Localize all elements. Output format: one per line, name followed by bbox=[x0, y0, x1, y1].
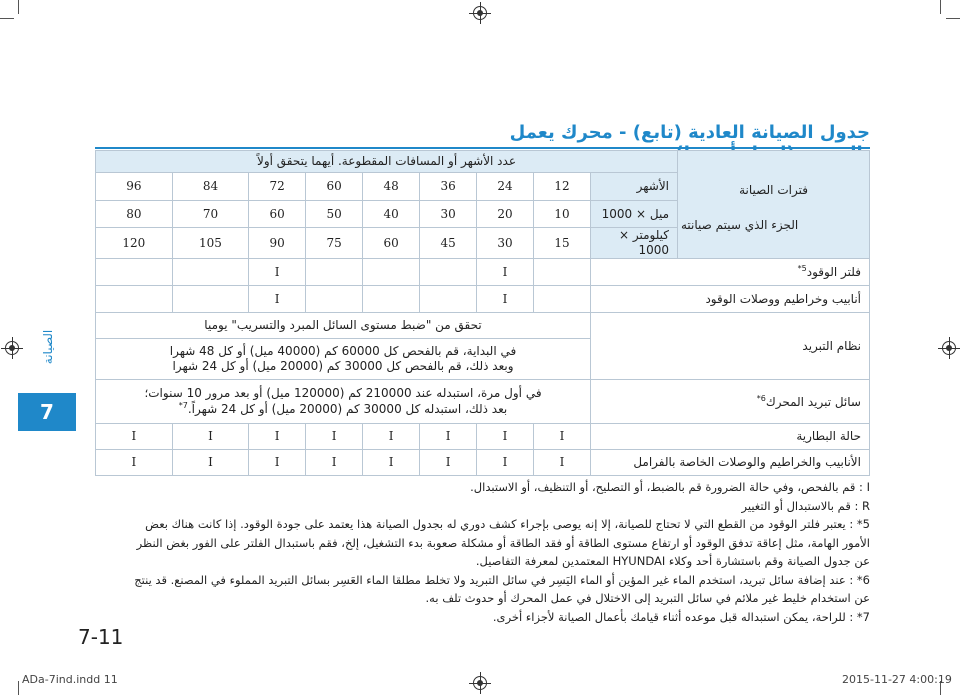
table-cell: I bbox=[363, 424, 420, 450]
table-row bbox=[96, 450, 870, 476]
table-cell: 40 bbox=[363, 201, 420, 228]
table-row bbox=[96, 259, 870, 286]
period-header: فترات الصيانة bbox=[739, 182, 808, 197]
table-cell: I bbox=[306, 424, 363, 450]
table-cell: I bbox=[363, 450, 420, 476]
footnote: I : قم بالفحص، وفي حالة الضرورة قم بالضبط، أو التصليح، أو التنظيف، أو الاستبدال. bbox=[470, 480, 870, 494]
table-cell: I bbox=[249, 450, 306, 476]
table-cell: 75 bbox=[306, 228, 363, 259]
table-cell: 20 bbox=[477, 201, 534, 228]
item-header: الجزء الذي سيتم صيانته bbox=[681, 217, 799, 232]
chapter-tab: 7 bbox=[18, 393, 76, 431]
table-cell: 48 bbox=[363, 173, 420, 201]
table-cell: 60 bbox=[306, 173, 363, 201]
print-footer-timestamp: 2015-11-27 4:00:19 bbox=[842, 673, 952, 686]
table-cell: 84 bbox=[172, 173, 248, 201]
months-header: الأشهر bbox=[591, 173, 678, 201]
table-cell: I bbox=[534, 424, 591, 450]
registration-mark-icon bbox=[942, 341, 956, 355]
table-cell: 15 bbox=[534, 228, 591, 259]
table-cell: 96 bbox=[96, 173, 173, 201]
table-cell: I bbox=[477, 259, 534, 286]
coolant-label: سائل تبريد المحرك$^{6*}$ bbox=[591, 380, 870, 424]
table-cell: 30 bbox=[477, 228, 534, 259]
table-cell: I bbox=[420, 450, 477, 476]
cooling-system-label: نظام التبريد bbox=[591, 313, 870, 380]
table-row bbox=[96, 286, 870, 313]
table-cell: في أول مرة، استبدله عند 210000 كم (120000 ميل) أو بعد مرور 10 سنوات؛ bbox=[144, 386, 542, 400]
table-row bbox=[96, 313, 870, 380]
table-row bbox=[96, 380, 870, 424]
table-cell: I bbox=[249, 259, 306, 286]
footnote: 7* : للراحة، يمكن استبداله قبل موعده أثناء قيامك بأعمال الصيانة لأجزاء أخرى. bbox=[492, 609, 870, 624]
battery-label: حالة البطارية bbox=[591, 424, 870, 450]
table-cell: 12 bbox=[534, 173, 591, 201]
brake-lines-label: الأنابيب والخراطيم والوصلات الخاصة بالفرامل bbox=[591, 450, 870, 476]
table-cell: تحقق من "ضبط مستوى السائل المبرد والتسريب" يوميا bbox=[96, 313, 590, 339]
table-cell: 45 bbox=[420, 228, 477, 259]
footnotes bbox=[120, 478, 870, 626]
km-header: كيلومتر × 1000 bbox=[591, 228, 678, 259]
table-cell: 90 bbox=[249, 228, 306, 259]
table-cell: في البداية، قم بالفحص كل 60000 كم (40000 ميل) أو كل 48 شهرا bbox=[169, 344, 517, 358]
crop-mark bbox=[940, 0, 941, 14]
maintenance-schedule-table bbox=[95, 150, 870, 476]
table-cell: I bbox=[96, 450, 173, 476]
footnote: 5* : يعتبر فلتر الوقود من القطع التي لا تحتاج للصيانة، إلا إنه يوصى بإجراء كشف دوري له بجدول الصيانة هذا يعتمد على جودة الوقود. إذا كانت هناك بعض الأمور الهامة، مثل إعاقة تدفق الوقود أو ارتفاع مستوى الطاقة أو فقد الطاقة أو مشكلة صعوبة بدء التشغيل، إلخ، فقم باستبدال الفلتر على الفور بغض النظر عن جدول الصيانة وقم باستشارة أحد وكلاء HYUNDAI المعتمدين لمعرفة التفاصيل. bbox=[136, 517, 870, 568]
table-cell: 36 bbox=[420, 173, 477, 201]
cooling-system-instructions bbox=[96, 313, 591, 380]
table-row bbox=[96, 424, 870, 450]
registration-mark-icon bbox=[5, 341, 19, 355]
registration-mark-icon bbox=[473, 676, 487, 690]
footnote: R : قم بالاستبدال أو التغيير bbox=[741, 498, 870, 513]
table-cell: 70 bbox=[172, 201, 248, 228]
table-cell: 10 bbox=[534, 201, 591, 228]
table-cell: I bbox=[534, 450, 591, 476]
crop-mark bbox=[0, 18, 14, 19]
footnote: 6* : عند إضافة سائل تبريد، استخدم الماء غير المؤين أو الماء اليَسِر في سائل التبريد ولا تخلط مطلقا الماء العَسِر بسائل التبريد المملوء في المصنع. قد ينتج عن استخدام خليط غير ملائم في سائل التبريد إلى الاختلال في عمل المحرك أو حدوث تلف به. bbox=[134, 572, 870, 605]
print-footer-file: ADa-7ind.indd 11 bbox=[22, 673, 118, 686]
table-cell: I bbox=[420, 424, 477, 450]
crop-mark bbox=[946, 18, 960, 19]
table-cell: 60 bbox=[249, 201, 306, 228]
period-header-cell bbox=[678, 151, 870, 259]
table-cell: I bbox=[477, 424, 534, 450]
table-cell: I bbox=[172, 450, 248, 476]
crop-mark bbox=[18, 681, 19, 695]
miles-header: ميل × 1000 bbox=[591, 201, 678, 228]
table-cell: 120 bbox=[96, 228, 173, 259]
table-cell: 105 bbox=[172, 228, 248, 259]
table-cell: وبعد ذلك، قم بالفحص كل 30000 كم (20000 ميل) أو كل 24 شهرا bbox=[172, 359, 514, 373]
coolant-instructions bbox=[96, 380, 591, 424]
table-cell: 30 bbox=[420, 201, 477, 228]
registration-mark-icon bbox=[473, 6, 487, 20]
fuel-lines-label: أنابيب وخراطيم ووصلات الوقود bbox=[591, 286, 870, 313]
crop-mark bbox=[18, 0, 19, 14]
table-cell: 72 bbox=[249, 173, 306, 201]
fuel-filter-label: فلتر الوقود$^{5*}$ bbox=[591, 259, 870, 286]
table-cell: بعد ذلك، استبدله كل 30000 كم (20000 ميل) أو كل 24 شهراً.$^{7*}$ bbox=[178, 401, 508, 416]
table-cell: I bbox=[477, 286, 534, 313]
page-number: 7-11 bbox=[78, 625, 124, 649]
table-cell: 50 bbox=[306, 201, 363, 228]
table-cell: 80 bbox=[96, 201, 173, 228]
chapter-side-label: الصيانة bbox=[41, 329, 55, 365]
table-cell: I bbox=[249, 286, 306, 313]
table-cell: 24 bbox=[477, 173, 534, 201]
page-title: جدول الصيانة العادية (تابع) - محرك يعمل bbox=[509, 122, 870, 143]
table-cell: I bbox=[306, 450, 363, 476]
table-cell: 60 bbox=[363, 228, 420, 259]
table-cell: I bbox=[249, 424, 306, 450]
interval-header: عدد الأشهر أو المسافات المقطوعة. أيهما يتحقق أولاً bbox=[96, 151, 678, 173]
title-divider bbox=[95, 147, 870, 149]
table-cell: I bbox=[172, 424, 248, 450]
table-cell: I bbox=[477, 450, 534, 476]
table-cell: I bbox=[96, 424, 173, 450]
